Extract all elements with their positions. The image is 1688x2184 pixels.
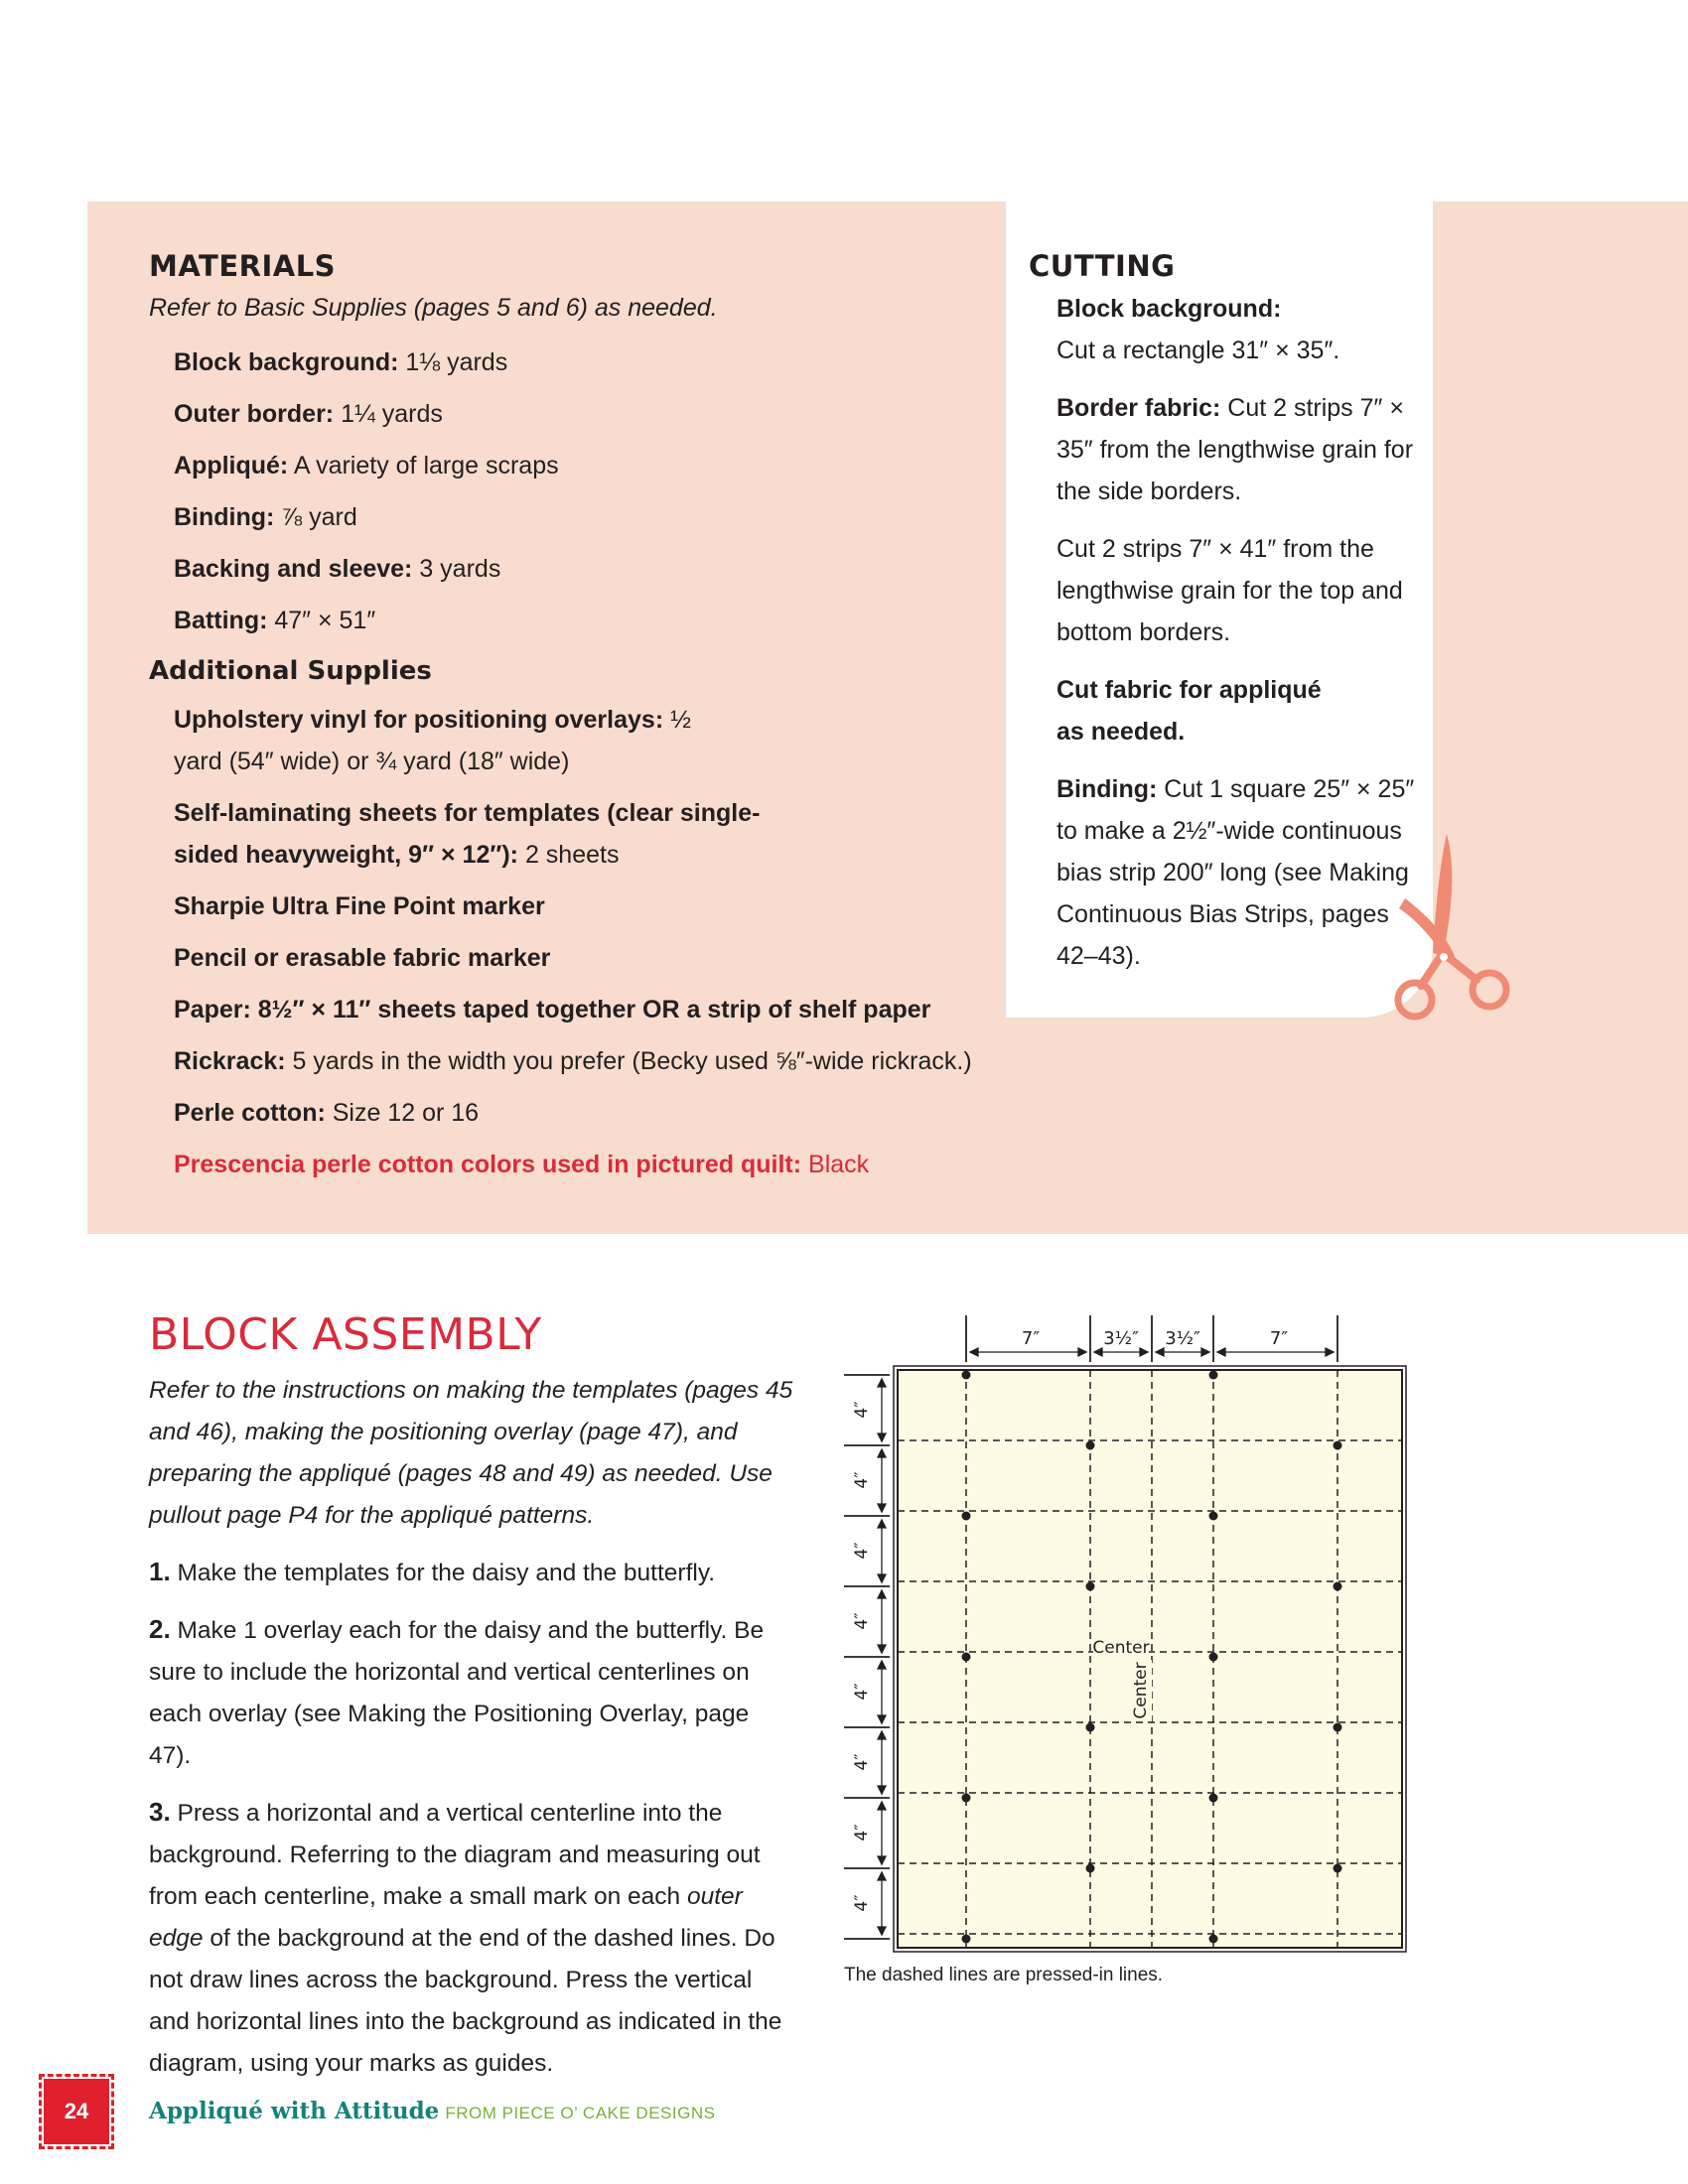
cutting-label: Binding:: [1056, 775, 1158, 803]
material-item: [174, 600, 983, 641]
material-value: 47″ × 51″: [267, 607, 376, 634]
cutting-item: [1056, 768, 1421, 977]
supply-value: Black: [801, 1151, 870, 1178]
supply-label: Pencil or erasable fabric marker: [174, 944, 551, 972]
supply-item: [174, 1092, 983, 1134]
material-label: Batting:: [174, 607, 268, 634]
assembly-intro: Refer to the instructions on making the templates (pages 45 and 46), making the positioning overlay (page 47), and preparing the appliqué (pages 48 and 49) as needed. Use pullout page P4 for the appliqué patterns.: [149, 1377, 793, 1529]
top-label: 7″: [1269, 1328, 1289, 1349]
cutting-label: Block background:: [1056, 295, 1282, 323]
step-text: Make 1 overlay each for the daisy and the butterfly. Be sure to include the horizontal and vertical centerlines on each overlay (see Making the Positioning Overlay, page 47).: [149, 1617, 765, 1769]
side-label: 4″: [852, 1542, 872, 1560]
side-label: 4″: [852, 1612, 872, 1630]
supply-label: Paper: 8½″ × 11″ sheets taped together OR a strip of shelf paper: [174, 996, 931, 1024]
material-label: Backing and sleeve:: [174, 555, 413, 583]
material-item: [174, 341, 983, 383]
scissors-icon: [1385, 829, 1524, 1027]
materials-title: MATERIALS: [149, 249, 337, 283]
materials-section: [149, 246, 983, 1195]
cutting-value: Cut 1 square 25″ × 25″ to make a 2½″-wide continuous bias strip 200″ long (see Making Continuous Bias Strips, pages 42–43).: [1056, 775, 1415, 970]
material-label: Block background:: [174, 348, 399, 376]
block-diagram: [842, 1310, 1418, 1956]
center-horizontal-label: Center: [1092, 1638, 1150, 1658]
side-label: 4″: [852, 1824, 872, 1842]
cutting-label: Cut fabric for appliqué as needed.: [1056, 676, 1322, 746]
supply-item: [174, 937, 983, 979]
supply-label: Self-laminating sheets for templates (clear single-sided heavyweight, 9″ × 12″):: [174, 799, 761, 869]
supply-label: Sharpie Ultra Fine Point marker: [174, 892, 545, 920]
side-label: 4″: [852, 1753, 872, 1771]
assembly-step: [149, 1791, 794, 2085]
material-item: [174, 496, 983, 538]
supply-item-highlight: [174, 1144, 983, 1185]
material-value: ⅞ yard: [274, 503, 357, 531]
block-background-rect: [898, 1370, 1402, 1948]
supply-item: [174, 1040, 998, 1082]
material-item: [174, 393, 983, 435]
side-label: 4″: [852, 1683, 872, 1701]
material-value: 1¼ yards: [334, 400, 443, 428]
left-dimension-ticks: [844, 1375, 890, 1939]
top-label: 3½″: [1165, 1328, 1200, 1349]
material-item: [174, 445, 983, 486]
cutting-item: [1056, 528, 1421, 653]
supply-item: [174, 792, 770, 876]
supply-label: Prescencia perle cotton colors used in pictured quilt:: [174, 1151, 802, 1178]
material-label: Outer border:: [174, 400, 335, 428]
running-footer: [149, 2095, 715, 2130]
supply-label: Upholstery vinyl for positioning overlays:: [174, 706, 664, 734]
step-text: Press a horizontal and a vertical centerline into the background. Referring to the diagram and measuring out from each centerline, make a small mark on each: [149, 1800, 761, 1910]
page-number: 24: [64, 2099, 89, 2123]
assembly-step: [149, 1551, 794, 1594]
side-label: 4″: [852, 1471, 872, 1489]
cutting-item: [1056, 288, 1421, 371]
page-number-badge: [44, 2079, 109, 2144]
supply-label: Rickrack:: [174, 1047, 286, 1075]
step-text: of the background at the end of the dashed lines. Do not draw lines across the background. Press the vertical and horizontal lines into the background as indicated in the diagram, using your marks as guides.: [149, 1925, 782, 2077]
supply-item: [174, 989, 983, 1030]
cutting-value: Cut 2 strips 7″ × 35″ from the lengthwise grain for the side borders.: [1056, 394, 1414, 505]
material-value: 3 yards: [412, 555, 501, 583]
top-label: 3½″: [1103, 1328, 1139, 1349]
cutting-value: Cut 2 strips 7″ × 41″ from the lengthwise grain for the top and bottom borders.: [1056, 535, 1403, 646]
diagram-caption: The dashed lines are pressed-in lines.: [844, 1965, 1164, 1985]
cutting-item: [1056, 387, 1421, 512]
publisher-text: FROM PIECE O’ CAKE DESIGNS: [445, 2104, 716, 2122]
additional-supplies-heading: Additional Supplies: [149, 656, 432, 686]
material-value: 1⅛ yards: [398, 348, 508, 376]
cutting-section: [1029, 246, 1421, 993]
supply-value: 5 yards in the width you prefer (Becky used ⅝″-wide rickrack.): [285, 1047, 972, 1075]
cutting-label: Border fabric:: [1056, 394, 1221, 422]
material-value: A variety of large scraps: [288, 452, 559, 479]
supply-label: Perle cotton:: [174, 1099, 326, 1127]
center-vertical-label: Center: [1131, 1662, 1151, 1719]
cutting-title: CUTTING: [1029, 249, 1176, 283]
supply-item: [174, 699, 730, 782]
cutting-value: Cut a rectangle 31″ × 35″.: [1056, 337, 1340, 364]
supply-value: ½ yard (54″ wide) or ¾ yard (18″ wide): [174, 706, 691, 775]
side-label: 4″: [852, 1401, 872, 1419]
cutting-item: [1056, 669, 1354, 752]
material-item: [174, 548, 983, 590]
top-label: 7″: [1021, 1328, 1041, 1349]
supply-value: Size 12 or 16: [325, 1099, 480, 1127]
block-assembly-section: [149, 1306, 794, 2099]
block-assembly-title: BLOCK ASSEMBLY: [149, 1309, 542, 1360]
top-dimension-labels: [1022, 1328, 1288, 1349]
materials-subtitle: Refer to Basic Supplies (pages 5 and 6) as needed.: [149, 294, 718, 322]
book-title: Appliqué with Attitude: [149, 2098, 440, 2124]
step-number: 2.: [149, 1614, 171, 1644]
side-label: 4″: [852, 1894, 872, 1912]
step-emphasis: outer edge: [149, 1883, 743, 1952]
supply-item: [174, 886, 983, 927]
assembly-step: [149, 1608, 794, 1777]
material-label: Appliqué:: [174, 452, 289, 479]
supply-value: 2 sheets: [518, 841, 620, 869]
step-text: Make the templates for the daisy and the butterfly.: [170, 1560, 716, 1586]
step-number: 1.: [149, 1557, 171, 1586]
material-label: Binding:: [174, 503, 275, 531]
step-number: 3.: [149, 1797, 171, 1827]
